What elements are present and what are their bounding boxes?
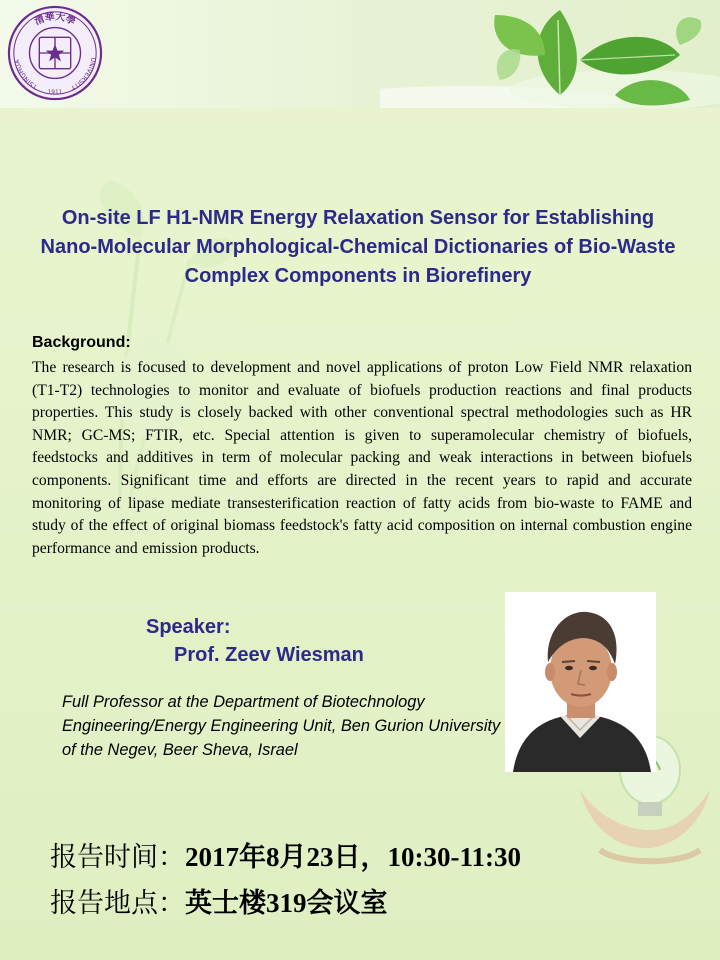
schedule-time-row: [50, 834, 521, 880]
leaves-decoration: [380, 0, 720, 108]
logo-left-text: TSINGHUA: [12, 58, 39, 91]
schedule-place-row: [50, 880, 521, 926]
schedule-time-value: 2017年8月23日，10:30-11:30: [185, 842, 521, 872]
speaker-affiliation: Full Professor at the Department of Biotechnology Engineering/Energy Engineering Unit, Ben Gurion University of the Negev, Beer Sheva, Israel: [62, 693, 501, 759]
logo-year: 1911: [47, 90, 63, 97]
university-logo: [6, 4, 104, 102]
background-text: The research is focused to development and novel applications of proton Low Field NMR relaxation (T1-T2) technologies to monitor and evaluate of biofuels production reactions and final products properties. This study is closely backed with other conventional spectral methodologies such as HR NMR; GC-MS; FTIR, etc. Special attention is given to superamolecular chemistry of biofuels, feedstocks and additives in term of molecular packing and weak interactions in between biofuels components. Significant time and efforts are directed in the recent years to rapid and accurate monitoring of lipase mediate transesterification reaction of fatty acids from bio-waste to FAME and study of the effect of original biomass feedstock's fatty acid composition on internal combustion engine performance and emission products.: [32, 359, 692, 557]
logo-top-text: 清華大學: [32, 11, 78, 28]
speaker-photo: [505, 592, 656, 772]
logo-right-text: UNIVERSITY: [69, 56, 98, 93]
background-heading: Background:: [32, 334, 131, 351]
speaker-name: Prof. Zeev Wiesman: [174, 644, 364, 666]
schedule-place-value: 英士楼319会议室: [185, 888, 388, 918]
schedule-time-label: 报告时间：: [50, 842, 185, 872]
schedule-place-label: 报告地点：: [50, 888, 185, 918]
lecture-title: On-site LF H1-NMR Energy Relaxation Sensor for Establishing Nano-Molecular Morphological-Chemical Dictionaries of Bio-Waste Complex Components in Biorefinery: [40, 207, 676, 287]
schedule-block: [50, 834, 521, 926]
speaker-label: Speaker:: [146, 616, 231, 638]
